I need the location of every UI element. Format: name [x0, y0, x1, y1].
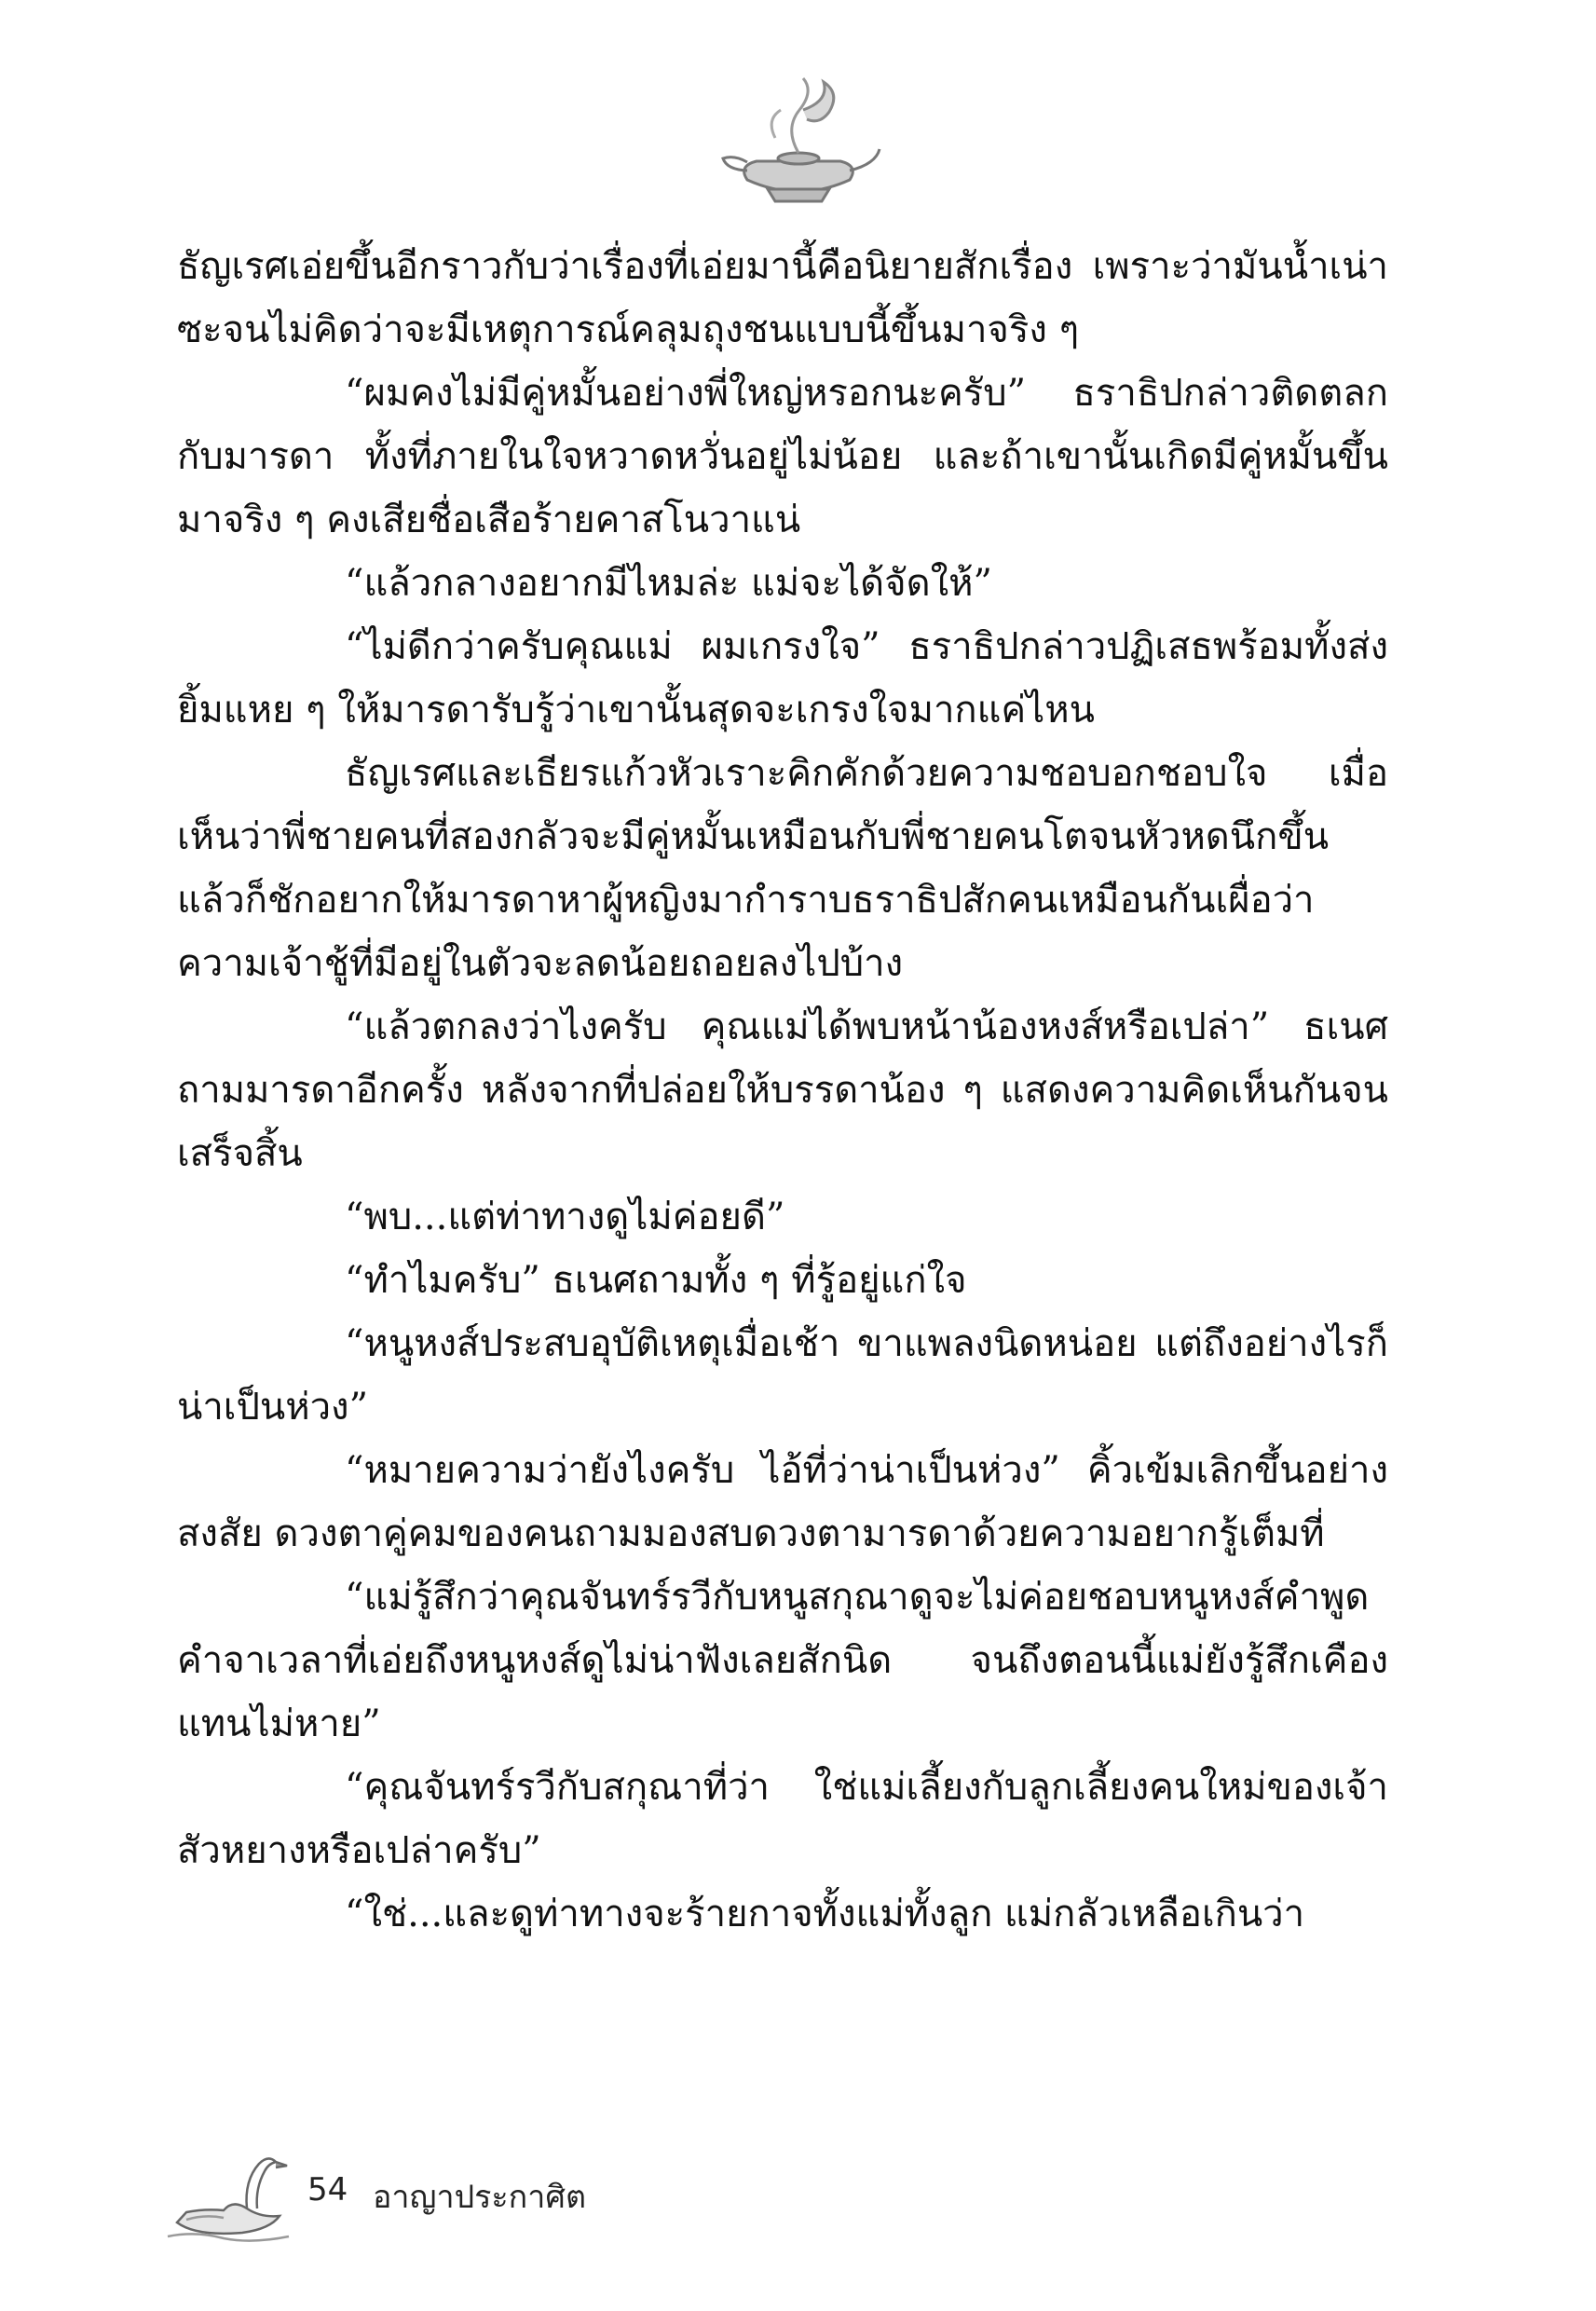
- paragraph: “ผมคงไม่มีคู่หมั้นอย่างพี่ใหญ่หรอกนะครับ” ธราธิปกล่าวติดตลกกับมารดา ทั้งที่ภายในใจหวาดหวั่นอยู่ไม่น้อย และถ้าเขานั้นเกิดมีคู่หมั้นขึ้นมาจริง ๆ คงเสียชื่อเสือร้ายคาสโนวาแน่: [177, 372, 1388, 541]
- page-footer: [158, 2143, 811, 2246]
- body-text: [177, 235, 1388, 1946]
- genie-lamp-icon: [710, 73, 887, 212]
- page-number: 54: [307, 2171, 348, 2208]
- paragraph: “พบ...แต่ท่าทางดูไม่ค่อยดี”: [345, 1196, 785, 1238]
- paragraph: “หนูหงส์ประสบอุบัติเหตุเมื่อเช้า ขาแพลงนิดหน่อย แต่ถึงอย่างไรก็น่าเป็นห่วง”: [177, 1322, 1388, 1429]
- paragraph: “แล้วตกลงว่าไงครับ คุณแม่ได้พบหน้าน้องหงส์หรือเปล่า” ธเนศถามมารดาอีกครั้ง หลังจากที่ปล่อยให้บรรดาน้อง ๆ แสดงความคิดเห็นกันจนเสร็จสิ้น: [177, 1005, 1388, 1175]
- paragraph: “หมายความว่ายังไงครับ ไอ้ที่ว่าน่าเป็นห่วง” คิ้วเข้มเลิกขึ้นอย่างสงสัย ดวงตาคู่คมของคนถามมองสบดวงตามารดาด้วยความอยากรู้เต็มที่: [177, 1449, 1388, 1555]
- paragraph: “แล้วกลางอยากมีไหมล่ะ แม่จะได้จัดให้”: [345, 562, 992, 605]
- paragraph: “คุณจันทร์รวีกับสกุณาที่ว่า ใช่แม่เลี้ยงกับลูกเลี้ยงคนใหม่ของเจ้าสัวหยางหรือเปล่าครับ”: [177, 1766, 1388, 1872]
- paragraph: “แม่รู้สึกว่าคุณจันทร์รวีกับหนูสกุณาดูจะไม่ค่อยชอบหนูหงส์คำพูดคำจาเวลาที่เอ่ยถึงหนูหงส์ดูไม่น่าฟังเลยสักนิด จนถึงตอนนี้แม่ยังรู้สึกเคืองแทนไม่หาย”: [177, 1576, 1388, 1745]
- swan-icon: [158, 2143, 307, 2246]
- paragraph: “ทำไมครับ” ธเนศถามทั้ง ๆ ที่รู้อยู่แก่ใจ: [345, 1259, 967, 1302]
- paragraph: ธัญเรศและเธียรแก้วหัวเราะคิกคักด้วยความชอบอกชอบใจ เมื่อเห็นว่าพี่ชายคนที่สองกลัวจะมีคู่หมั้นเหมือนกับพี่ชายคนโตจนหัวหดนึกขึ้นแล้วก็ชักอยากให้มารดาหาผู้หญิงมากำราบธราธิปสักคนเหมือนกันเผื่อว่าความเจ้าชู้ที่มีอยู่ในตัวจะลดน้อยถอยลงไปบ้าง: [177, 752, 1388, 985]
- paragraph: “ไม่ดีกว่าครับคุณแม่ ผมเกรงใจ” ธราธิปกล่าวปฏิเสธพร้อมทั้งส่งยิ้มแหย ๆ ให้มารดารับรู้ว่าเขานั้นสุดจะเกรงใจมากแค่ไหน: [177, 625, 1388, 732]
- book-title: อาญาประกาศิต: [373, 2179, 587, 2216]
- paragraph: “ใช่...และดูท่าทางจะร้ายกาจทั้งแม่ทั้งลูก แม่กลัวเหลือเกินว่า: [345, 1893, 1305, 1935]
- paragraph: ธัญเรศเอ่ยขึ้นอีกราวกับว่าเรื่องที่เอ่ยมานี้คือนิยายสักเรื่อง เพราะว่ามันน้ำเน่าซะจนไม่คิดว่าจะมีเหตุการณ์คลุมถุงชนแบบนี้ขึ้นมาจริง ๆ: [177, 245, 1388, 351]
